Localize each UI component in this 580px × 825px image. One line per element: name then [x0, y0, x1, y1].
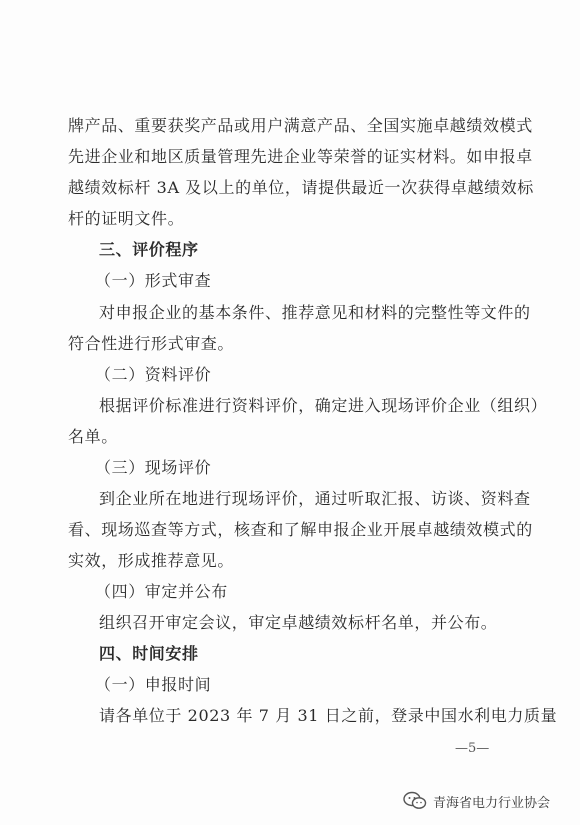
section-heading-evaluation-procedure: 三、评价程序: [99, 240, 199, 259]
subsection-heading-formal-review: （一）形式审查: [95, 271, 212, 290]
body-line: 实效，形成推荐意见。: [68, 551, 235, 570]
wechat-icon: [403, 791, 427, 811]
subsection-heading-approval-publication: （四）审定并公布: [95, 582, 228, 601]
source-account-name: 青海省电力行业协会: [433, 795, 551, 811]
body-line: 名单。: [68, 427, 118, 446]
body-line: 牌产品、重要获奖产品或用户满意产品、全国实施卓越绩效模式: [68, 116, 533, 135]
subsection-heading-document-evaluation: （二）资料评价: [95, 365, 212, 384]
section-heading-schedule: 四、时间安排: [99, 644, 199, 663]
body-line: 杆的证明文件。: [68, 209, 185, 228]
subsection-heading-application-time: （一）申报时间: [95, 675, 212, 694]
footer-watermark: [403, 791, 550, 811]
page-number: —5—: [455, 741, 490, 756]
body-line: 看、现场巡查等方式，核查和了解申报企业开展卓越绩效模式的: [68, 520, 533, 539]
body-line: 越绩效标杆 3A 及以上的单位，请提供最近一次获得卓越绩效标: [68, 178, 534, 197]
body-line: 请各单位于 2023 年 7 月 31 日之前，登录中国水利电力质量: [99, 706, 558, 725]
body-line: 到企业所在地进行现场评价，通过听取汇报、访谈、资料查: [99, 489, 531, 508]
body-line: 符合性进行形式审查。: [68, 334, 235, 353]
body-line: 先进企业和地区质量管理先进企业等荣誉的证实材料。如申报卓: [68, 147, 533, 166]
subsection-heading-onsite-evaluation: （三）现场评价: [95, 458, 212, 477]
body-line: 组织召开审定会议，审定卓越绩效标杆名单，并公布。: [99, 613, 498, 632]
body-line: 根据评价标准进行资料评价，确定进入现场评价企业（组织）: [99, 396, 548, 415]
body-line: 对申报企业的基本条件、推荐意见和材料的完整性等文件的: [99, 303, 531, 322]
